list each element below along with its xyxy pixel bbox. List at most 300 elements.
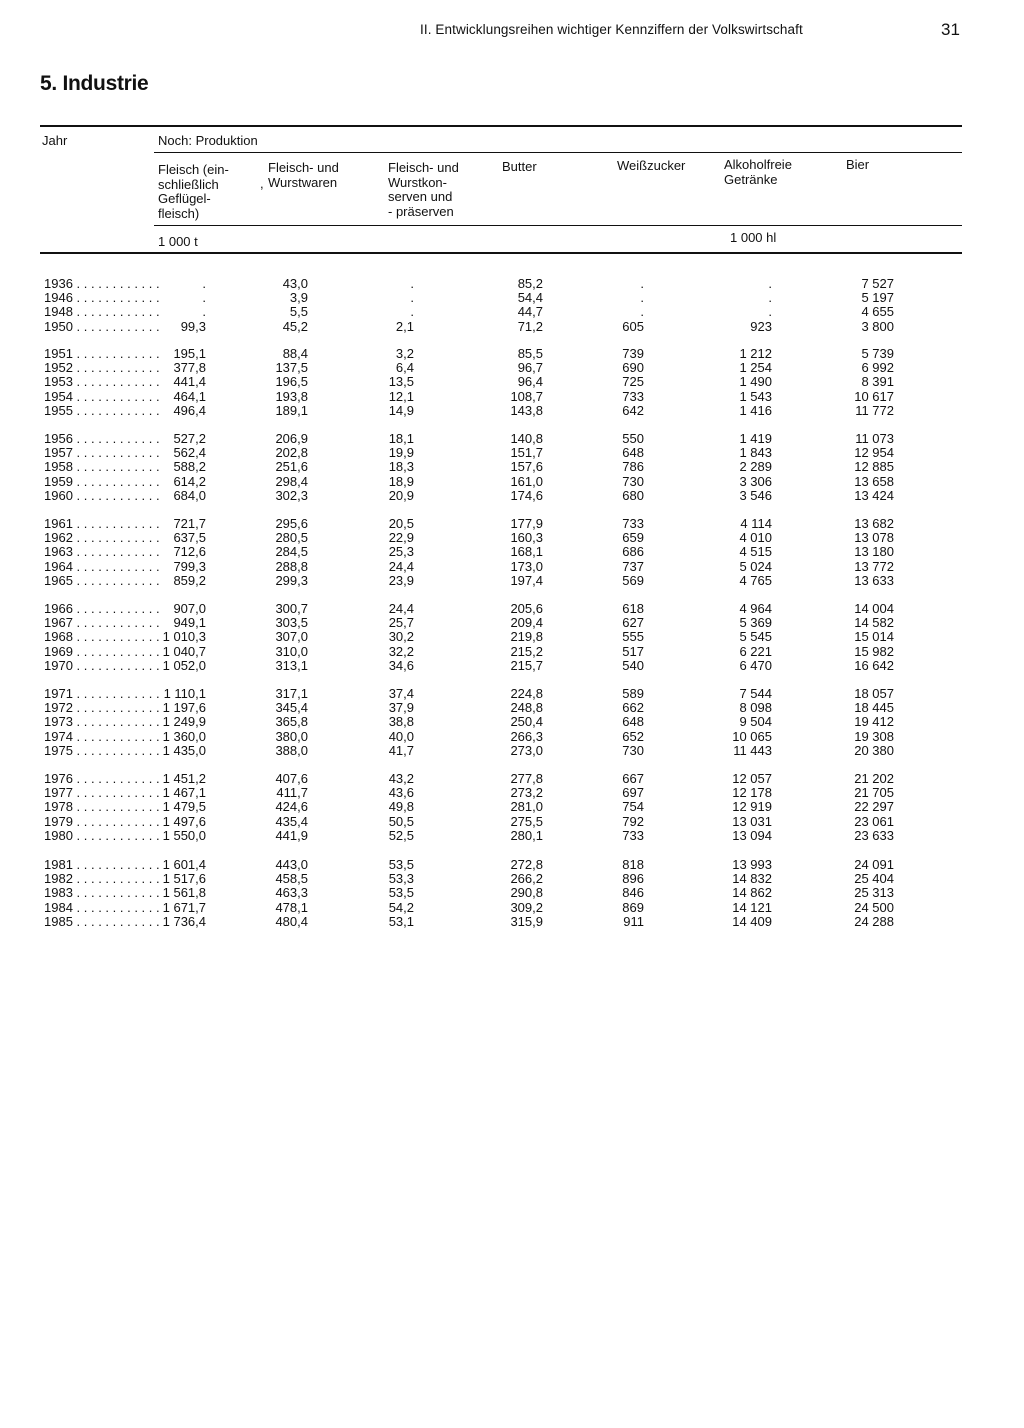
cell-c5: 648 <box>622 445 644 461</box>
table-row <box>0 574 1024 588</box>
table-row <box>0 375 1024 389</box>
row-year: 1968 . . . . . . . . . . . . <box>44 629 160 645</box>
cell-c7: 19 308 <box>854 728 894 744</box>
cell-c7: 5 197 <box>861 290 894 306</box>
cell-c6: 1 254 <box>739 360 772 376</box>
cell-c2: 202,8 <box>275 445 308 461</box>
row-year: 1948 . . . . . . . . . . . . <box>44 304 160 320</box>
cell-c6: 4 964 <box>739 601 772 616</box>
cell-c2: 380,0 <box>275 728 308 744</box>
cell-c1: 1 197,6 <box>162 700 206 716</box>
cell-c6: 1 843 <box>739 445 772 461</box>
cell-c7: 3 800 <box>861 318 894 334</box>
cell-c7: 15 014 <box>854 629 894 645</box>
table-row <box>0 659 1024 673</box>
cell-c4: 96,4 <box>517 374 543 390</box>
cell-c5: 667 <box>622 771 644 786</box>
cell-c2: 411,7 <box>276 785 308 801</box>
table-row <box>0 446 1024 460</box>
cell-c4: 290,8 <box>510 885 543 901</box>
cell-c5: 733 <box>622 516 644 531</box>
cell-c7: 16 642 <box>854 657 894 673</box>
cell-c4: 215,7 <box>510 657 543 673</box>
cell-c1: 1 360,0 <box>162 728 206 744</box>
cell-c7: 14 004 <box>854 601 894 616</box>
cell-c1: 1 010,3 <box>162 629 206 645</box>
cell-c1: . <box>202 290 206 306</box>
cell-c2: 317,1 <box>275 686 308 701</box>
cell-c5: 550 <box>622 431 644 446</box>
table-row <box>0 800 1024 814</box>
row-year: 1981 . . . . . . . . . . . . <box>44 857 160 872</box>
cell-c4: 209,4 <box>510 615 543 631</box>
cell-c1: 799,3 <box>173 558 206 574</box>
table-row <box>0 701 1024 715</box>
row-year: 1983 . . . . . . . . . . . . <box>44 885 160 901</box>
cell-c7: 24 500 <box>854 899 894 915</box>
cell-c6: 10 065 <box>732 728 772 744</box>
cell-c5: 680 <box>622 487 644 503</box>
cell-c3: 12,1 <box>388 388 414 404</box>
cell-c7: 13 424 <box>854 487 894 503</box>
row-year: 1976 . . . . . . . . . . . . <box>44 771 160 786</box>
table-row <box>0 915 1024 929</box>
cell-c2: 206,9 <box>275 431 308 446</box>
cell-c6: 1 416 <box>739 402 772 418</box>
cell-c2: 463,3 <box>275 885 308 901</box>
row-year: 1985 . . . . . . . . . . . . <box>44 913 160 929</box>
cell-c3: 30,2 <box>388 629 414 645</box>
cell-c6: 14 832 <box>732 871 772 887</box>
table-row <box>0 901 1024 915</box>
cell-c1: 1 736,4 <box>162 913 206 929</box>
cell-c3: 24,4 <box>388 558 414 574</box>
section-title: 5. Industrie <box>40 72 149 95</box>
cell-c6: 1 419 <box>739 431 772 446</box>
cell-c4: 168,1 <box>510 544 543 560</box>
cell-c1: 712,6 <box>173 544 206 560</box>
table-row <box>0 475 1024 489</box>
cell-c4: 273,0 <box>510 742 543 758</box>
cell-c5: 730 <box>622 473 644 489</box>
cell-c5: 589 <box>622 686 644 701</box>
table-row <box>0 531 1024 545</box>
cell-c1: 99,3 <box>180 318 206 334</box>
cell-c6: 13 094 <box>732 827 772 843</box>
cell-c6: 1 490 <box>739 374 772 390</box>
header-comma: , <box>260 176 264 191</box>
table-row <box>0 744 1024 758</box>
cell-c4: 174,6 <box>510 487 543 503</box>
cell-c4: 224,8 <box>510 686 543 701</box>
header-fleisch-wurstwaren: Fleisch- und Wurstwaren <box>268 160 339 190</box>
cell-c2: 43,0 <box>282 276 308 291</box>
cell-c6: 12 919 <box>732 799 772 815</box>
cell-c7: 10 617 <box>854 388 894 404</box>
cell-c5: 540 <box>622 657 644 673</box>
unit-hectolitres: 1 000 hl <box>730 230 777 245</box>
cell-c2: 435,4 <box>275 813 308 829</box>
row-year: 1951 . . . . . . . . . . . . <box>44 346 160 361</box>
cell-c2: 478,1 <box>275 899 308 915</box>
cell-c7: 14 582 <box>854 615 894 631</box>
row-year: 1952 . . . . . . . . . . . . <box>44 360 160 376</box>
cell-c7: 13 633 <box>854 572 894 588</box>
cell-c2: 300,7 <box>275 601 308 616</box>
cell-c1: 562,4 <box>173 445 206 461</box>
row-year: 1962 . . . . . . . . . . . . <box>44 530 160 546</box>
table-row <box>0 815 1024 829</box>
cell-c5: 846 <box>622 885 644 901</box>
table-row <box>0 277 1024 291</box>
cell-c6: 7 544 <box>739 686 772 701</box>
cell-c2: 345,4 <box>275 700 308 716</box>
cell-c2: 407,6 <box>275 771 308 786</box>
cell-c2: 88,4 <box>282 346 308 361</box>
cell-c5: 739 <box>622 346 644 361</box>
cell-c7: 18 057 <box>854 686 894 701</box>
cell-c5: 869 <box>622 899 644 915</box>
cell-c3: 52,5 <box>388 827 414 843</box>
cell-c7: 24 288 <box>854 913 894 929</box>
cell-c2: 310,0 <box>275 643 308 659</box>
cell-c2: 45,2 <box>282 318 308 334</box>
cell-c3: 20,9 <box>388 487 414 503</box>
cell-c6: 14 862 <box>732 885 772 901</box>
cell-c5: 754 <box>622 799 644 815</box>
cell-c1: . <box>202 304 206 320</box>
cell-c7: 24 091 <box>854 857 894 872</box>
cell-c2: 193,8 <box>275 388 308 404</box>
cell-c6: 14 409 <box>732 913 772 929</box>
cell-c7: 21 705 <box>854 785 894 801</box>
cell-c5: 648 <box>622 714 644 730</box>
cell-c2: 313,1 <box>275 657 308 673</box>
cell-c5: 818 <box>622 857 644 872</box>
header-alkoholfreie-getraenke: Alkoholfreie Getränke <box>724 157 792 187</box>
cell-c4: 143,8 <box>510 402 543 418</box>
unit-rule <box>154 225 962 226</box>
table-row <box>0 347 1024 361</box>
cell-c3: 14,9 <box>388 402 414 418</box>
row-year: 1984 . . . . . . . . . . . . <box>44 899 160 915</box>
cell-c4: 85,2 <box>517 276 543 291</box>
row-year: 1977 . . . . . . . . . . . . <box>44 785 160 801</box>
cell-c2: 443,0 <box>275 857 308 872</box>
cell-c7: 8 391 <box>861 374 894 390</box>
cell-c7: 13 658 <box>854 473 894 489</box>
cell-c4: 160,3 <box>510 530 543 546</box>
cell-c4: 85,5 <box>517 346 543 361</box>
cell-c7: 6 992 <box>861 360 894 376</box>
cell-c6: 4 515 <box>739 544 772 560</box>
table-row <box>0 872 1024 886</box>
table-row <box>0 858 1024 872</box>
cell-c1: 1 550,0 <box>162 827 206 843</box>
row-year: 1969 . . . . . . . . . . . . <box>44 643 160 659</box>
table-row <box>0 390 1024 404</box>
cell-c3: 23,9 <box>388 572 414 588</box>
row-year: 1974 . . . . . . . . . . . . <box>44 728 160 744</box>
cell-c2: 303,5 <box>275 615 308 631</box>
cell-c1: 721,7 <box>173 516 206 531</box>
cell-c3: 54,2 <box>388 899 414 915</box>
cell-c4: 44,7 <box>517 304 543 320</box>
cell-c2: 284,5 <box>275 544 308 560</box>
cell-c1: 1 435,0 <box>162 742 206 758</box>
cell-c6: 13 031 <box>732 813 772 829</box>
row-year: 1975 . . . . . . . . . . . . <box>44 742 160 758</box>
cell-c1: 1 052,0 <box>162 657 206 673</box>
cell-c1: 464,1 <box>173 388 206 404</box>
cell-c4: 108,7 <box>510 388 543 404</box>
cell-c7: 25 404 <box>854 871 894 887</box>
cell-c4: 266,3 <box>510 728 543 744</box>
cell-c1: 859,2 <box>173 572 206 588</box>
cell-c3: 40,0 <box>388 728 414 744</box>
cell-c1: 1 497,6 <box>162 813 206 829</box>
cell-c6: 13 993 <box>732 857 772 872</box>
cell-c3: 32,2 <box>388 643 414 659</box>
cell-c5: 686 <box>622 544 644 560</box>
cell-c4: 315,9 <box>510 913 543 929</box>
cell-c5: 517 <box>622 643 644 659</box>
cell-c3: . <box>410 304 414 320</box>
cell-c7: 11 073 <box>855 431 894 446</box>
row-year: 1972 . . . . . . . . . . . . <box>44 700 160 716</box>
cell-c4: 173,0 <box>510 558 543 574</box>
cell-c1: 1 249,9 <box>162 714 206 730</box>
table-row <box>0 730 1024 744</box>
header-bottom-rule <box>40 252 962 254</box>
cell-c5: 605 <box>622 318 644 334</box>
cell-c6: 12 057 <box>732 771 772 786</box>
cell-c6: 12 178 <box>732 785 772 801</box>
cell-c6: 5 545 <box>739 629 772 645</box>
cell-c4: 277,8 <box>510 771 543 786</box>
cell-c6: . <box>768 304 772 320</box>
cell-c3: 18,1 <box>388 431 414 446</box>
cell-c1: 1 561,8 <box>162 885 206 901</box>
cell-c1: . <box>202 276 206 291</box>
cell-c4: 250,4 <box>510 714 543 730</box>
cell-c5: 659 <box>622 530 644 546</box>
cell-c6: 4 765 <box>739 572 772 588</box>
cell-c6: 9 504 <box>739 714 772 730</box>
cell-c6: 5 024 <box>739 558 772 574</box>
cell-c6: 5 369 <box>739 615 772 631</box>
cell-c2: 288,8 <box>275 558 308 574</box>
cell-c2: 298,4 <box>275 473 308 489</box>
cell-c2: 307,0 <box>275 629 308 645</box>
cell-c7: 20 380 <box>854 742 894 758</box>
cell-c4: 205,6 <box>510 601 543 616</box>
table-row <box>0 786 1024 800</box>
table-row <box>0 545 1024 559</box>
cell-c3: 37,9 <box>388 700 414 716</box>
cell-c7: 19 412 <box>854 714 894 730</box>
cell-c4: 177,9 <box>510 516 543 531</box>
cell-c1: 496,4 <box>173 402 206 418</box>
cell-c6: 6 221 <box>739 643 772 659</box>
cell-c3: 3,2 <box>395 346 414 361</box>
cell-c1: 1 451,2 <box>162 771 206 786</box>
cell-c7: 22 297 <box>854 799 894 815</box>
header-konserven: Fleisch- und Wurstkon- serven und - präserven <box>388 160 459 219</box>
cell-c3: 53,5 <box>388 857 414 872</box>
table-row <box>0 460 1024 474</box>
row-year: 1950 . . . . . . . . . . . . <box>44 318 160 334</box>
cell-c1: 195,1 <box>173 346 206 361</box>
row-year: 1965 . . . . . . . . . . . . <box>44 572 160 588</box>
cell-c5: 911 <box>623 913 644 929</box>
row-year: 1960 . . . . . . . . . . . . <box>44 487 160 503</box>
table-row <box>0 404 1024 418</box>
cell-c1: 1 671,7 <box>162 899 206 915</box>
cell-c5: 627 <box>622 615 644 631</box>
row-year: 1946 . . . . . . . . . . . . <box>44 290 160 306</box>
cell-c2: 189,1 <box>275 402 308 418</box>
cell-c7: 5 739 <box>861 346 894 361</box>
cell-c2: 480,4 <box>275 913 308 929</box>
header-butter: Butter <box>502 159 537 174</box>
cell-c5: . <box>640 290 644 306</box>
row-year: 1956 . . . . . . . . . . . . <box>44 431 160 446</box>
cell-c4: 161,0 <box>510 473 543 489</box>
cell-c7: 13 772 <box>854 558 894 574</box>
row-year: 1970 . . . . . . . . . . . . <box>44 657 160 673</box>
cell-c1: 377,8 <box>173 360 206 376</box>
cell-c2: 302,3 <box>275 487 308 503</box>
cell-c4: 140,8 <box>510 431 543 446</box>
cell-c7: 13 682 <box>854 516 894 531</box>
cell-c1: 949,1 <box>173 615 206 631</box>
cell-c4: 273,2 <box>510 785 543 801</box>
row-year: 1961 . . . . . . . . . . . . <box>44 516 160 531</box>
cell-c6: . <box>768 290 772 306</box>
cell-c3: 43,6 <box>388 785 414 801</box>
table-row <box>0 291 1024 305</box>
cell-c1: 1 110,1 <box>163 686 206 701</box>
table-row <box>0 616 1024 630</box>
cell-c6: 8 098 <box>739 700 772 716</box>
header-bier: Bier <box>846 157 870 172</box>
cell-c2: 458,5 <box>275 871 308 887</box>
cell-c6: 14 121 <box>732 899 772 915</box>
cell-c4: 54,4 <box>517 290 543 306</box>
cell-c5: 652 <box>622 728 644 744</box>
row-year: 1954 . . . . . . . . . . . . <box>44 388 160 404</box>
cell-c3: 22,9 <box>388 530 414 546</box>
cell-c5: 697 <box>622 785 644 801</box>
cell-c5: . <box>640 276 644 291</box>
cell-c1: 1 517,6 <box>162 871 206 887</box>
cell-c2: 299,3 <box>275 572 308 588</box>
row-year: 1953 . . . . . . . . . . . . <box>44 374 160 390</box>
table-row <box>0 517 1024 531</box>
row-year: 1979 . . . . . . . . . . . . <box>44 813 160 829</box>
table-row <box>0 829 1024 843</box>
cell-c5: 896 <box>622 871 644 887</box>
header-jahr: Jahr <box>42 133 68 148</box>
top-rule <box>40 125 962 127</box>
cell-c3: 24,4 <box>388 601 414 616</box>
cell-c3: 25,7 <box>388 615 414 631</box>
cell-c4: 96,7 <box>517 360 543 376</box>
cell-c7: 12 954 <box>854 445 894 461</box>
cell-c6: 11 443 <box>733 742 772 758</box>
cell-c1: 637,5 <box>173 530 206 546</box>
cell-c7: 23 061 <box>854 813 894 829</box>
table-row <box>0 630 1024 644</box>
cell-c4: 71,2 <box>517 318 543 334</box>
unit-tonnes: 1 000 t <box>158 234 198 249</box>
cell-c3: 43,2 <box>388 771 414 786</box>
cell-c2: 5,5 <box>289 304 308 320</box>
cell-c4: 248,8 <box>510 700 543 716</box>
cell-c7: 21 202 <box>854 771 894 786</box>
cell-c5: 792 <box>622 813 644 829</box>
cell-c5: 730 <box>622 742 644 758</box>
cell-c5: 733 <box>622 388 644 404</box>
table-row <box>0 886 1024 900</box>
cell-c3: 19,9 <box>388 445 414 461</box>
cell-c4: 275,5 <box>510 813 543 829</box>
cell-c3: 18,3 <box>388 459 414 475</box>
cell-c1: 1 601,4 <box>162 857 206 872</box>
table-row <box>0 687 1024 701</box>
cell-c2: 280,5 <box>275 530 308 546</box>
row-year: 1980 . . . . . . . . . . . . <box>44 827 160 843</box>
cell-c3: 25,3 <box>388 544 414 560</box>
cell-c3: . <box>410 290 414 306</box>
cell-c6: 923 <box>750 318 772 334</box>
cell-c6: 4 010 <box>739 530 772 546</box>
cell-c2: 196,5 <box>275 374 308 390</box>
cell-c7: 11 772 <box>855 402 894 418</box>
cell-c4: 266,2 <box>510 871 543 887</box>
cell-c3: 37,4 <box>388 686 414 701</box>
cell-c3: 41,7 <box>388 742 414 758</box>
cell-c4: 215,2 <box>510 643 543 659</box>
cell-c3: 50,5 <box>388 813 414 829</box>
table-row <box>0 772 1024 786</box>
header-fleisch: Fleisch (ein- schließlich Geflügel- fleisch) <box>158 162 229 221</box>
cell-c6: 3 546 <box>739 487 772 503</box>
cell-c2: 251,6 <box>275 459 308 475</box>
header-group: Noch: Produktion <box>158 133 258 148</box>
cell-c6: 6 470 <box>739 657 772 673</box>
cell-c7: 13 180 <box>854 544 894 560</box>
table-row <box>0 602 1024 616</box>
table-row <box>0 645 1024 659</box>
cell-c4: 151,7 <box>510 445 543 461</box>
cell-c5: 737 <box>622 558 644 574</box>
header-weisszucker: Weißzucker <box>617 158 686 173</box>
cell-c3: 2,1 <box>395 318 414 334</box>
cell-c3: 20,5 <box>388 516 414 531</box>
cell-c1: 1 479,5 <box>162 799 206 815</box>
row-year: 1971 . . . . . . . . . . . . <box>44 686 160 701</box>
row-year: 1936 . . . . . . . . . . . . <box>44 276 160 291</box>
cell-c3: 38,8 <box>388 714 414 730</box>
cell-c5: 569 <box>622 572 644 588</box>
cell-c7: 12 885 <box>854 459 894 475</box>
cell-c4: 157,6 <box>510 459 543 475</box>
cell-c5: 642 <box>622 402 644 418</box>
row-year: 1966 . . . . . . . . . . . . <box>44 601 160 616</box>
cell-c5: 725 <box>622 374 644 390</box>
